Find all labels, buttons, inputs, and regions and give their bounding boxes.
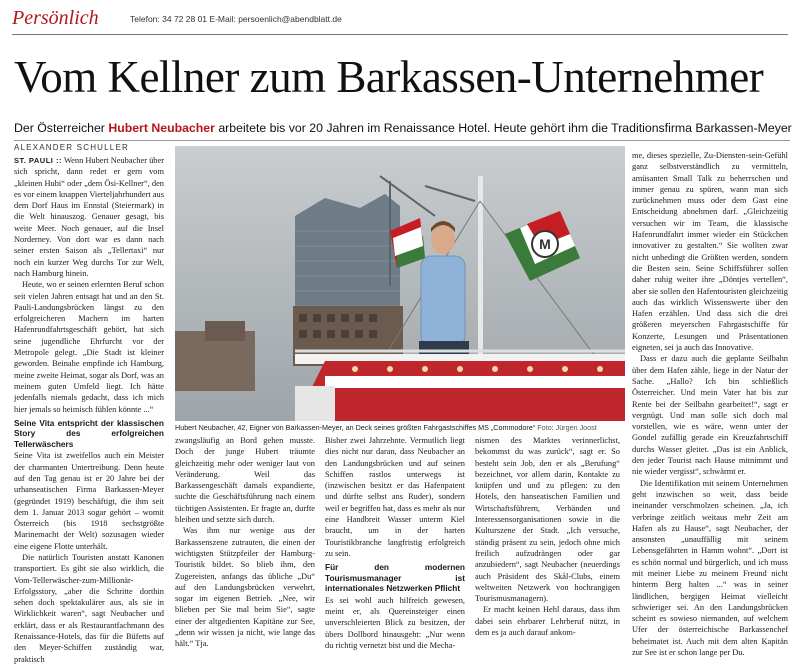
- author-byline: ALEXANDER SCHULLER: [14, 143, 129, 152]
- page-header: [12, 4, 788, 35]
- divider: [14, 140, 790, 141]
- article-column-5: [632, 150, 788, 658]
- photo-credit: Foto: Jürgen Joost: [537, 423, 597, 432]
- paragraph: Die natürlich Touristen anstatt Kanonen transportiert. Es gibt sie also wirklich, die Vom-Tellerwäscher-zum-Millionär-Erfolgsstory, „aber die Schritte dorthin sehen doch spektakulärer aus, als sie in Wirklichkeit waren“, sagt Neubacher und erklärt, dass er als Restaurantfachmann des Renaissance-Hotels, das für die Büfetts auf den Meyer-Schiffen zuständig war, praktisch: [14, 553, 164, 664]
- paragraph: zwangsläufig an Bord gehen musste. Doch der junge Hubert träumte gleichzeitig mehr oder weniger laut von Veränderung. Weil das Barkassengeschäft damals expandierte, suchte die Geschäftsführung nach einem tüchtigen Assistenten. Er fragte an, durfte bleiben und setzte sich durch.: [175, 436, 315, 525]
- paragraph: nismen des Marktes verinnerlichst, bekommst du was zurück“, sagt er. So besteht sein Job, den er als „Berufung“ bezeichnet, vor allem darin, Kontakte zu knüpfen und und zu pflegen: zu den Hotels, den hanseatischen Familien und Wirtschaftsführern, Verbänden und Interessensorganisationen sowie in die Kulturszene der Stadt. „Ich versuche, ständig präsent zu sein, jedoch ohne mich freilich aufzudrängen oder gar anzubiedern“, sagt Neubacher (neuerdings auch Präsident des Skål-Clubs, einem weltweiten Netzwerk von hochrangigen Tourismusmanagern).: [475, 436, 620, 604]
- paragraph: Er macht keinen Hehl daraus, dass ihm dabei sein ehrbarer Lehrberuf nützt, in dem es ja auch darauf ankom-: [475, 605, 620, 638]
- dateline: ST. PAULI ::: [14, 156, 62, 165]
- paragraph: ST. PAULI :: Wenn Hubert Neubacher über sich spricht, dann redet er gern vom „kleinen Hubi“ oder „dem Ösi-Kellner“, den es vor einem knappen Vierteljahrhundert aus dem Dorf Haus im Ennstal (Steiermark) in die Welt hinauszog. Genauer gesagt, bis weite Meer. Noch genauer, auf die Insel Norderney. Von dort war es dann nach seiner ersten Saison als „Tellertaxi“ nur noch ein kurzer Weg durchs Tor zur Welt, nach Hamburg hinein.: [14, 156, 164, 278]
- intertitle: Seine Vita entspricht der klassischen Story des erfolgreichen Tellerwäschers: [14, 417, 164, 449]
- paragraph: Bisher zwei Jahrzehnte. Vermutlich liegt dies nicht nur daran, dass Neubacher an den Landungsbrücken und auf seinen Schiffen rastlos unterwegs ist (inzwischen besitzt er das Hafenpatent und dürfte selbst ans Ruder), sondern weil er begriffen hat, dass es mehr als nur eine Handbreit Wasser unterm Kiel braucht, um in der harten Touristikbranche langfristig erfolgreich zu sein.: [325, 436, 465, 558]
- headline: Vom Kellner zum Barkassen-Unternehmer: [14, 52, 764, 102]
- article-column-4: [475, 435, 620, 638]
- article-column-2: [175, 435, 315, 650]
- contact-info: Telefon: 34 72 28 01 E-Mail: persoenlich@abendblatt.de: [130, 14, 342, 24]
- section-title: Persönlich: [12, 7, 99, 29]
- subhead-name-highlight: Hubert Neubacher: [108, 121, 215, 135]
- article-column-1: [14, 155, 164, 665]
- paragraph: Heute, wo er seinen erlernten Beruf schon seit vielen Jahren entsagt hat und an den St. Pauli-Landungsbrücken längst zu den erfolgreicheren Machern im harten Hafenrundfahrtsgeschäft gehört, hat sich seine jugendliche Ehrfurcht vor der Metropole gelegt. „Die Stadt ist kleiner geworden. Beinahe empfinde ich Hamburg, meine zweite Heimat, sogar als Dorf, was an meinem guten Umfeld liegt. Ich hätte jedenfalls niemals gedacht, dass ich mich hier jemals so heimisch fühlen könnte ...“: [14, 280, 164, 414]
- caption-text: Hubert Neubacher, 42, Eigner von Barkassen-Meyer, an Deck seines größten Fahrgastschiffes MS „Commodore“: [175, 423, 536, 432]
- paragraph: Seine Vita ist zweifellos auch ein Meister der charmanten Untertreibung. Denn heute auf den Tag genau ist er 20 Jahre bei der urhanseatischen Firma Barkassen-Meyer (gegründet 1919) beschäftigt, die ihm seit dem 1. Januar 2013 sogar gehört – womit Österreich (bis 1918 sechstgrößte Marinemacht der Welt) sozusagen wieder eine eigene Flotte unterhält.: [14, 451, 164, 551]
- flag-letter: M: [539, 236, 551, 252]
- photo-caption: [175, 423, 625, 432]
- paragraph: me, dieses spezielle, Zu-Diensten-sein-Gefühl ganz selbstverständlich zu vermitteln, amüsanten Small Talk zu beherrschen und immer genau zu spüren, wann man sich zurücknehmen muss oder dem Gast eine Entscheidung abnehmen darf. „Gleichzeitig versuchen wir im Team, die klassische Hafenrundfahrt immer wieder ein Stückchen innovativer zu gestalten.“ Sie wollten zwar nicht unbedingt die Größten werden, sondern die Besten sein. Seine Schiffsführer sollen daher ruhig weiter ihre „Döntjes vertellen“, aber sie sollen den Hafentouristen gleichzeitig auch das wirklich Wissenswerte über den Hafen erzählen. Und dass sich die drei größeren meyerschen Fahrgastschiffe für Konzerte, Lesungen und Präsentationen eigneten, sei ja auch das Innovative.: [632, 151, 788, 353]
- paragraph: Was ihm nur wenige aus der Barkassenszene zutrauten, die einen der wichtigsten Stützpfeiler der Hamburg-Touristik bildet. So blieb ihm, den Zugereisten, anfangs das übliche „Du“ auf den Landungsbrücken verwehrt, sogar im eigenen Betrieb. „Nee, wir blieben per Sie mal beim Sie“, sagte einer der altgedienten Kapitäne zur See, „denn wir wissen ja nicht, wie lange das hält.“ Tja.: [175, 526, 315, 649]
- article-column-3: [325, 435, 465, 651]
- paragraph: Die Identifikation mit seinem Unternehmen geht inzwischen so weit, dass beide ineinander verschmolzen scheinen. „Ja, ich verbringe zeitlich weitaus mehr Zeit am Hafen als zu Hause“, sagt Neubacher, der ansonsten „unauffällig mit seinem Lebensgefährten in Hamm wohnt“. „Dort ist es schön normal und bürgerlich, und ich muss mit meiner Liebe zu meinem Freund nicht hinterm Berg halten ...“ was in seiner ländlichen, bergigen Heimat vielleicht schwieriger sei. An den Landungsbrücken scheint es sowieso niemanden, auf welchem Ufer der österreichische Barkassenchef beheimatet ist. Auch mit dem alten Kapitän zur See ist er schon lange per Du.: [632, 478, 788, 658]
- article-photo: [175, 146, 625, 421]
- intertitle: Für den modernen Tourismusmanager ist internationales Netzwerken Pflicht: [325, 562, 465, 594]
- paragraph: Es sei wohl auch hilfreich gewesen, meint er, als Quereinsteiger einen unverschleierten Blick zu besitzen, der übers Dollbord hinausgeht: „Nur wenn du richtig vernetzt bist und die Mecha-: [325, 595, 465, 650]
- subheadline: [14, 121, 794, 135]
- subhead-text-end: arbeitete bis vor 20 Jahren im Renaissance Hotel. Heute gehört ihm die Traditionsfirma Barkassen-Meyer: [214, 121, 792, 135]
- paragraph: Dass er dazu auch die geplante Seilbahn über dem Hafen zähle, liege in der Natur der Sache. „Hallo? Ich bin schließlich Österreicher. Und mein Vater hat bis zur Rente bei der Seilbahn gearbeitet!“, sagt er vergnügt. Und man solle sich doch mal vorstellen, wie es wäre, wenn unter der Gondel zufällig gerade ein Kreuzfahrtschiff durchs Wasser gleitet. „Das ist ein Anblick, den jeder Tourist nach Hause mitnimmt und nie wieder vergisst“, schwärmt er.: [632, 354, 788, 477]
- subhead-text-start: Der Österreicher: [14, 121, 109, 135]
